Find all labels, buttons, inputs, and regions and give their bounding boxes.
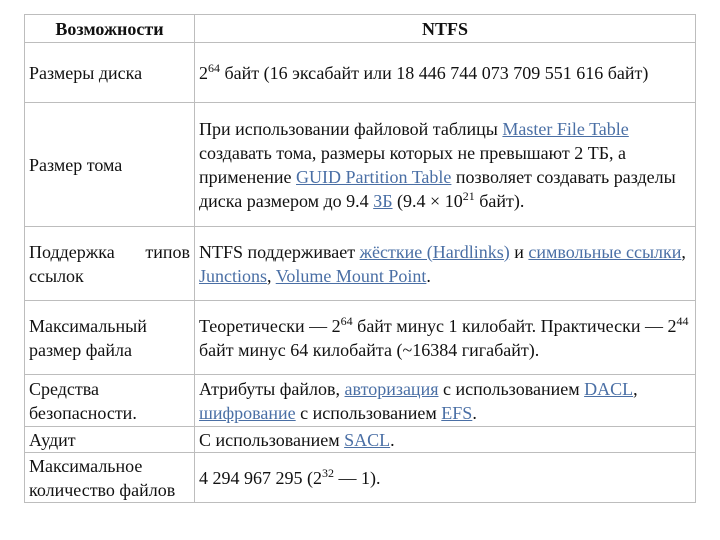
value-text: позволяет создавать разделы диска размером до 9.4 — [199, 166, 676, 211]
link-volume-mount-point[interactable]: Volume Mount Point — [275, 265, 427, 286]
value-text: байт минус 1 килобайт. Практически — 2 — [352, 315, 677, 336]
row-label-volume-size: Размер тома — [25, 103, 195, 227]
value-text: байт минус 64 килобайта (~16384 гигабайт). — [199, 339, 540, 360]
value-text: Теоретически — 2 — [199, 315, 341, 336]
value-text: байт). — [474, 190, 525, 211]
row-label-link-support: Поддержка типов ссылок — [25, 227, 195, 301]
link-symbolic-links[interactable]: символьные ссылки — [528, 241, 682, 262]
link-efs[interactable]: EFS — [441, 402, 473, 423]
table-row — [25, 453, 696, 503]
link-hardlinks[interactable]: жёсткие (Hardlinks) — [359, 241, 510, 262]
value-text: С использованием — [199, 429, 345, 450]
row-value-volume-size — [195, 103, 696, 227]
value-text: (9.4 × 10 — [392, 190, 463, 211]
row-value-security — [195, 375, 696, 427]
value-text: , — [681, 241, 686, 262]
link-master-file-table[interactable]: Master File Table — [502, 118, 629, 139]
value-text: — 1). — [334, 467, 381, 488]
value-text: Атрибуты файлов, — [199, 378, 345, 399]
row-value-disk-size — [195, 43, 696, 103]
row-value-link-support — [195, 227, 696, 301]
row-label-max-file-count: Максимальное количество файлов — [25, 453, 195, 503]
link-encryption[interactable]: шифрование — [199, 402, 296, 423]
header-features: Возможности — [25, 15, 195, 43]
row-value-max-file-size — [195, 301, 696, 375]
exponent: 64 — [208, 60, 220, 75]
row-value-audit — [195, 427, 696, 453]
header-row — [25, 15, 696, 43]
exponent: 44 — [676, 313, 689, 328]
link-dacl[interactable]: DACL — [584, 378, 634, 399]
value-text: , — [267, 265, 276, 286]
row-value-max-file-count — [195, 453, 696, 503]
table-row — [25, 301, 696, 375]
table-row — [25, 427, 696, 453]
link-guid-partition-table[interactable]: GUID Partition Table — [296, 166, 452, 187]
exponent: 21 — [462, 188, 475, 203]
row-label-disk-size: Размеры диска — [25, 43, 195, 103]
table-row — [25, 375, 696, 427]
link-authorization[interactable]: авторизация — [344, 378, 439, 399]
value-text: с использованием — [295, 402, 442, 423]
table-row — [25, 43, 696, 103]
value-text: . — [472, 402, 477, 423]
exponent: 64 — [340, 313, 353, 328]
value-text: 2 — [199, 62, 208, 83]
header-ntfs: NTFS — [195, 15, 696, 43]
table-row — [25, 227, 696, 301]
value-text: 4 294 967 295 (2 — [199, 467, 322, 488]
exponent: 32 — [322, 465, 334, 480]
row-label-audit: Аудит — [25, 427, 195, 453]
table-row — [25, 103, 696, 227]
value-text: и — [509, 241, 529, 262]
value-text: , — [633, 378, 638, 399]
value-text: с использованием — [438, 378, 585, 399]
value-text: . — [390, 429, 395, 450]
link-junctions[interactable]: Junctions — [199, 265, 268, 286]
link-zettabyte[interactable]: ЗБ — [373, 190, 393, 211]
link-sacl[interactable]: SACL — [344, 429, 391, 450]
value-text: NTFS поддерживает — [199, 241, 360, 262]
row-label-security: Средства безопасности. — [25, 375, 195, 427]
value-text: байт (16 эксабайт или 18 446 744 073 709 551 616 байт) — [220, 62, 649, 83]
value-text: . — [426, 265, 431, 286]
value-text: создавать тома, размеры которых не превышают 2 ТБ, а применение — [199, 142, 627, 187]
features-table — [24, 14, 696, 503]
value-text: При использовании файловой таблицы — [199, 118, 503, 139]
row-label-max-file-size: Максимальный размер файла — [25, 301, 195, 375]
